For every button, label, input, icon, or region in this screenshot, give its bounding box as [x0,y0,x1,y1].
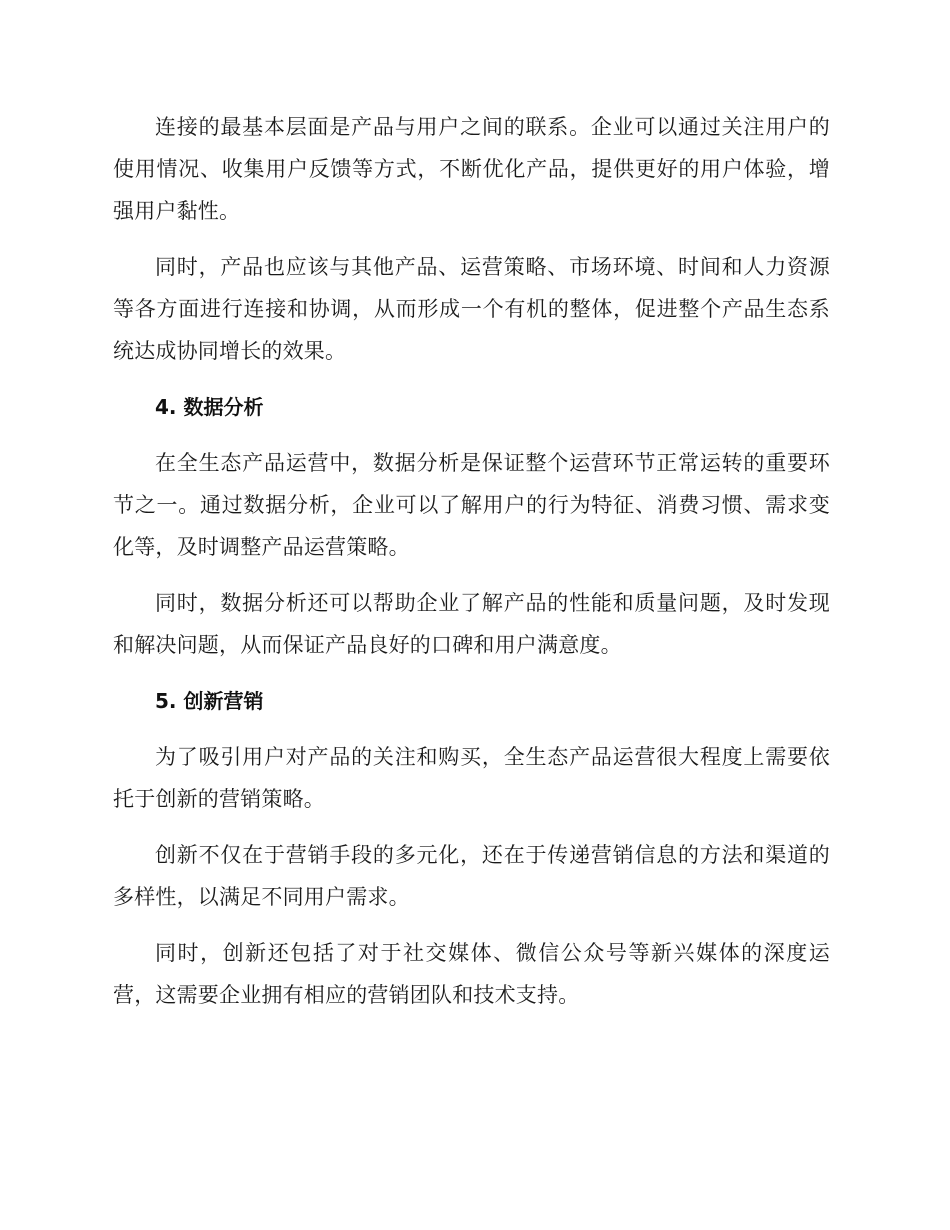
paragraph-user-connection: 连接的最基本层面是产品与用户之间的联系。企业可以通过关注用户的使用情况、收集用户反馈等方式，不断优化产品，提供更好的用户体验，增强用户黏性。 [113,115,830,223]
paragraph-data-analysis-quality: 同时，数据分析还可以帮助企业了解产品的性能和质量问题，及时发现和解决问题，从而保证产品良好的口碑和用户满意度。 [113,591,830,657]
paragraph-marketing-diversity: 创新不仅在于营销手段的多元化，还在于传递营销信息的方法和渠道的多样性，以满足不同用户需求。 [113,843,830,909]
paragraph-new-media: 同时，创新还包括了对于社交媒体、微信公众号等新兴媒体的深度运营，这需要企业拥有相应的营销团队和技术支持。 [113,941,830,1007]
section-heading-innovative-marketing: 5. 创新营销 [155,689,264,713]
paragraph-ecosystem-coordination: 同时，产品也应该与其他产品、运营策略、市场环境、时间和人力资源等各方面进行连接和协调，从而形成一个有机的整体，促进整个产品生态系统达成协同增长的效果。 [113,255,830,363]
section-heading-data-analysis: 4. 数据分析 [155,395,264,419]
paragraph-data-analysis-role: 在全生态产品运营中，数据分析是保证整个运营环节正常运转的重要环节之一。通过数据分析，企业可以了解用户的行为特征、消费习惯、需求变化等，及时调整产品运营策略。 [113,451,830,559]
paragraph-marketing-strategy: 为了吸引用户对产品的关注和购买，全生态产品运营很大程度上需要依托于创新的营销策略。 [113,745,830,811]
